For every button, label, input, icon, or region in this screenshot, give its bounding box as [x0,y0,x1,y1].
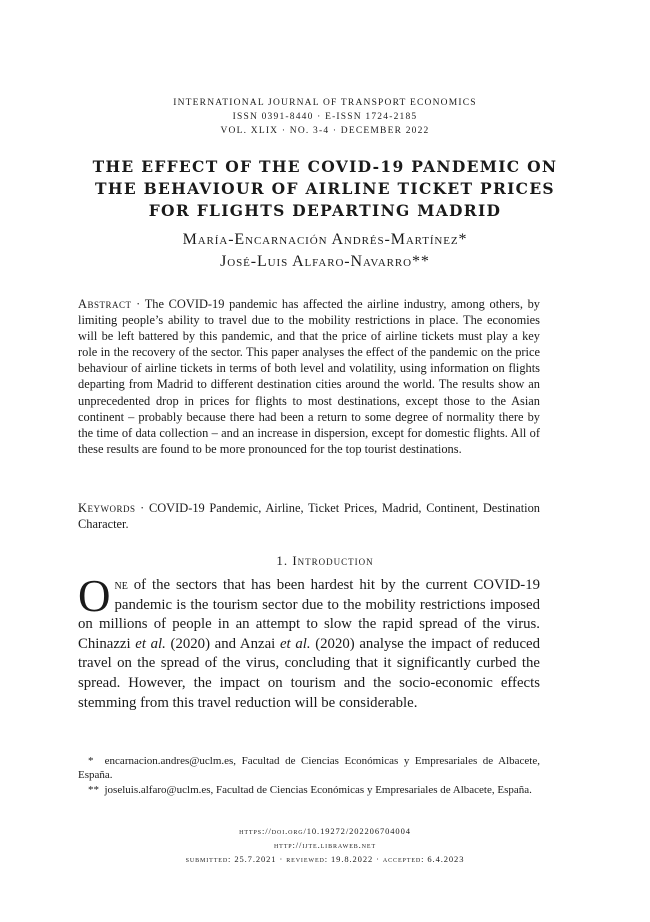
intro-text-b: (2020) and Anzai [165,635,280,652]
author-1-footnote-mark: * [458,231,468,248]
abstract-text: The COVID-19 pandemic has affected the airline industry, among others, by limiting people’s ability to travel due to the mobility restrictions in place. The economies will be left battered by this pandemic, and that the price of airline tickets must play a key role in the recovery of the sector. This paper analyses the effect of the pandemic on the price behaviour of airline tickets in terms of both level and volatility, using information on flights departing from Madrid to different destination cities around the world. The results show an unprecedented drop in prices for flights to most destinations, except those to the Asian continent – probably because there had been a return to some degree of normality there by the time of data collection – and an increase in dispersion, except for domestic flights. All of these results are found to be more pronounced for the top tourist destinations. [78,297,540,456]
first-word-small-caps: ne [114,577,128,593]
author-1-name: María-Encarnación Andrés-Martínez [182,231,459,248]
intro-etal-1: et al. [135,635,166,652]
keywords [78,500,540,532]
title-line-3: FOR FLIGHTS DEPARTING MADRID [148,201,502,220]
keywords-label: Keywords [78,501,136,515]
introduction-paragraph [78,571,540,713]
footnote-1-text: encarnacion.andres@uclm.es, Facultad de Ciencias Económicas y Empresariales de Albacete, España. [78,755,540,782]
author-2 [0,251,650,273]
doi-link[interactable]: https://doi.org/10.19272/202206704004 [239,826,411,836]
title-line-1: THE EFFECT OF THE COVID-19 PANDEMIC ON [92,157,558,176]
footnote-2-mark: ** [88,783,99,796]
author-1 [0,229,650,251]
abstract [78,296,540,457]
journal-volume: VOL. XLIX · NO. 3-4 · DECEMBER 2022 [220,126,430,136]
intro-etal-2: et al. [279,635,311,652]
journal-issn: ISSN 0391-8440 · E-ISSN 1724-2185 [232,112,418,122]
title-line-2: THE BEHAVIOUR OF AIRLINE TICKET PRICES [95,179,555,198]
journal-website-link[interactable]: http://ijte.libraweb.net [273,840,377,850]
page-footer [0,824,650,866]
footnote-1 [78,754,540,783]
author-2-name: José-Luis Alfaro-Navarro [220,253,413,270]
keywords-text: COVID-19 Pandemic, Airline, Ticket Prices, Madrid, Continent, Destination Character. [78,501,540,532]
submission-dates: submitted: 25.7.2021 · reviewed: 19.8.2022 · accepted: 6.4.2023 [185,854,465,864]
drop-cap: O [78,571,111,621]
journal-name: INTERNATIONAL JOURNAL OF TRANSPORT ECONOMICS [173,98,477,108]
article-title [0,156,650,222]
intro-text-c: (2020) analyse the impact of reduced travel on the spread of the virus, concluding that it significantly curbed the spread. However, the impact on tourism and the socio-economic effects stemming from this travel reduction will be considerable. [78,635,540,711]
abstract-separator: · [131,297,145,311]
intro-text-a: of the sectors that has been hardest hit by the current COVID-19 pandemic is the tourism sector due to the mobility restrictions imposed on millions of people in an attempt to slow the rapid spread of the virus. Chinazzi [78,577,540,652]
footnote-2-text: joseluis.alfaro@uclm.es, Facultad de Ciencias Económicas y Empresariales de Albacete, España. [104,783,532,796]
footnote-2 [78,783,540,797]
journal-masthead [0,96,650,138]
keywords-separator: · [135,501,149,515]
footnote-1-mark: * [88,755,94,767]
article-authors [0,229,650,273]
footnotes [78,754,540,797]
abstract-label: Abstract [78,297,132,311]
section-heading-introduction: 1. Introduction [276,553,374,568]
author-2-footnote-mark: ** [412,253,430,270]
